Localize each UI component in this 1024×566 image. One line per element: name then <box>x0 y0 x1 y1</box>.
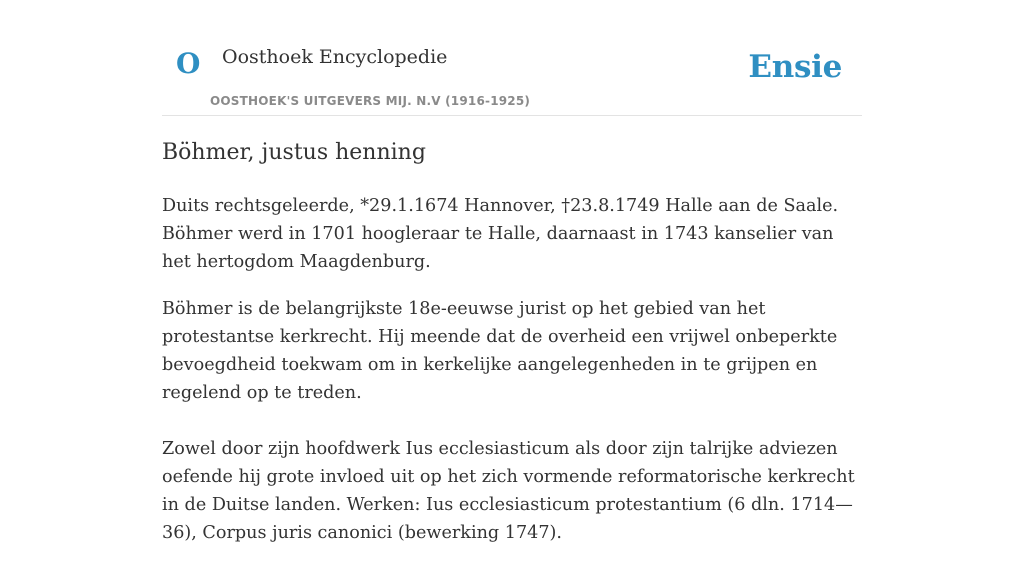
page-container <box>162 0 862 543</box>
article-title: Böhmer, justus henning <box>162 140 426 165</box>
ensie-logo-link[interactable]: Ensie <box>748 49 842 85</box>
article-body <box>162 192 862 566</box>
article-paragraph: Böhmer is de belangrijkste 18e-eeuwse jurist op het gebied van het protestantse kerkrecht. Hij meende dat de overheid een vrijwel onbeperkte bevoegdheid toekwam om in kerkelijke aangelegenheden in te grijpen en regelend op te treden. <box>162 299 838 403</box>
article-paragraph: Zowel door zijn hoofdwerk Ius ecclesiasticum als door zijn talrijke adviezen oefende hij grote invloed uit op het zich vormende reformatorische kerkrecht in de Duitse landen. Werken: Ius ecclesiasticum protestantium (6 dln. 1714—36), Corpus juris canonici (bewerking 1747). <box>162 439 855 543</box>
article-paragraph: Duits rechtsgeleerde, *29.1.1674 Hannover, †23.8.1749 Halle aan de Saale. Böhmer werd in 1701 hoogleraar te Halle, daarnaast in 1743 kanselier van het hertogdom Maagdenburg. <box>162 196 839 272</box>
encyclopedia-logo[interactable]: O <box>176 47 201 80</box>
publisher-label: OOSTHOEK'S UITGEVERS MIJ. N.V (1916-1925) <box>210 94 531 108</box>
encyclopedia-title-link[interactable]: Oosthoek Encyclopedie <box>222 46 448 68</box>
header <box>162 0 862 116</box>
